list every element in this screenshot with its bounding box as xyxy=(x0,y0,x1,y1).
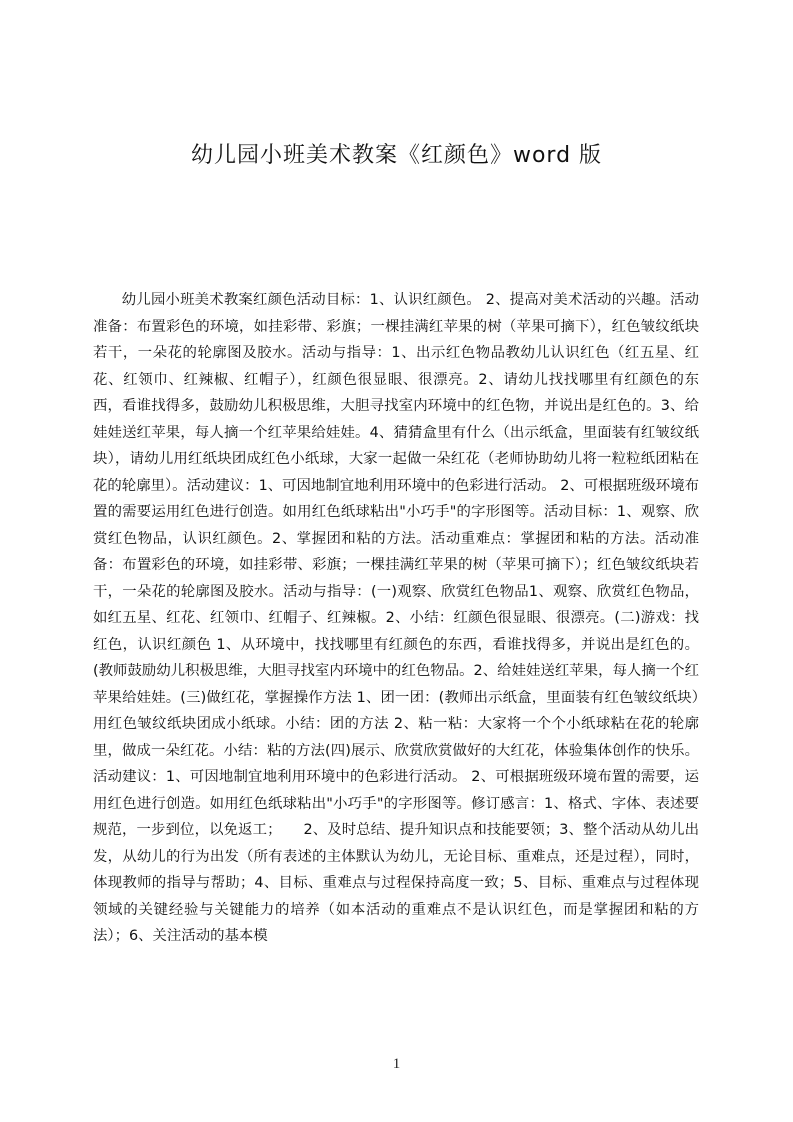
page-number: 1 xyxy=(392,1056,401,1072)
document-title: 幼儿园小班美术教案《红颜色》word 版 xyxy=(190,143,603,168)
document-body-paragraph: 幼儿园小班美术教案红颜色活动目标：1、认识红颜色。 2、提高对美术活动的兴趣。活动准备：布置彩色的环境，如挂彩带、彩旗；一棵挂满红苹果的树（苹果可摘下），红色皱纹纸块若干，一朵花的轮廓图及胶水。活动与指导：1、出示红色物品教幼儿认识红色（红五星、红花、红领巾、红辣椒、红帽子），红颜色很显眼、很漂亮。2、请幼儿找找哪里有红颜色的东西，看谁找得多，鼓励幼儿积极思维，大胆寻找室内环境中的红色物，并说出是红色的。3、给娃娃送红苹果，每人摘一个红苹果给娃娃。4、猜猜盒里有什么（出示纸盒，里面装有红皱纹纸块），请幼儿用红纸块团成红色小纸球，大家一起做一朵红花（老师协助幼儿将一粒粒纸团粘在花的轮廓里）。活动建议：1、可因地制宜地利用环境中的色彩进行活动。 2、可根据班级环境布置的需要运用红色进行创造。如用红色纸球粘出"小巧手"的字形图等。活动目标：1、观察、欣赏红色物品，认识红颜色。2、掌握团和粘的方法。活动重难点：掌握团和粘的方法。活动准备：布置彩色的环境，如挂彩带、彩旗；一棵挂满红苹果的树（苹果可摘下）；红色皱纹纸块若干，一朵花的轮廓图及胶水。活动与指导：(一)观察、欣赏红色物品1、观察、欣赏红色物品，如红五星、红花、红领巾、红帽子、红辣椒。2、小结：红颜色很显眼、很漂亮。(二)游戏：找红色，认识红颜色 1、从环境中，找找哪里有红颜色的东西，看谁找得多，并说出是红色的。(教师鼓励幼儿积极思维，大胆寻找室内环境中的红色物品。2、给娃娃送红苹果，每人摘一个红苹果给娃娃。(三)做红花，掌握操作方法 1、团一团：(教师出示纸盒，里面装有红色皱纹纸块）用红色皱纹纸块团成小纸球。小结：团的方法 2、粘一粘：大家将一个个小纸球粘在花的轮廓里，做成一朵红花。小结：粘的方法(四)展示、欣赏欣赏做好的大红花，体验集体创作的快乐。活动建议：1、可因地制宜地利用环境中的色彩进行活动。 2、可根据班级环境布置的需要，运用红色进行创造。如用红色纸球粘出"小巧手"的字形图等。修订感言：1、格式、字体、表述要规范，一步到位，以免返工； 2、及时总结、提升知识点和技能要领；3、整个活动从幼儿出发，从幼儿的行为出发（所有表述的主体默认为幼儿，无论目标、重难点，还是过程），同时，体现教师的指导与帮助；4、目标、重难点与过程保持高度一致；5、目标、重难点与过程体现领域的关键经验与关键能力的培养（如本活动的重难点不是认识红色，而是掌握团和粘的方法）；6、关注活动的基本模 xyxy=(93,292,699,944)
